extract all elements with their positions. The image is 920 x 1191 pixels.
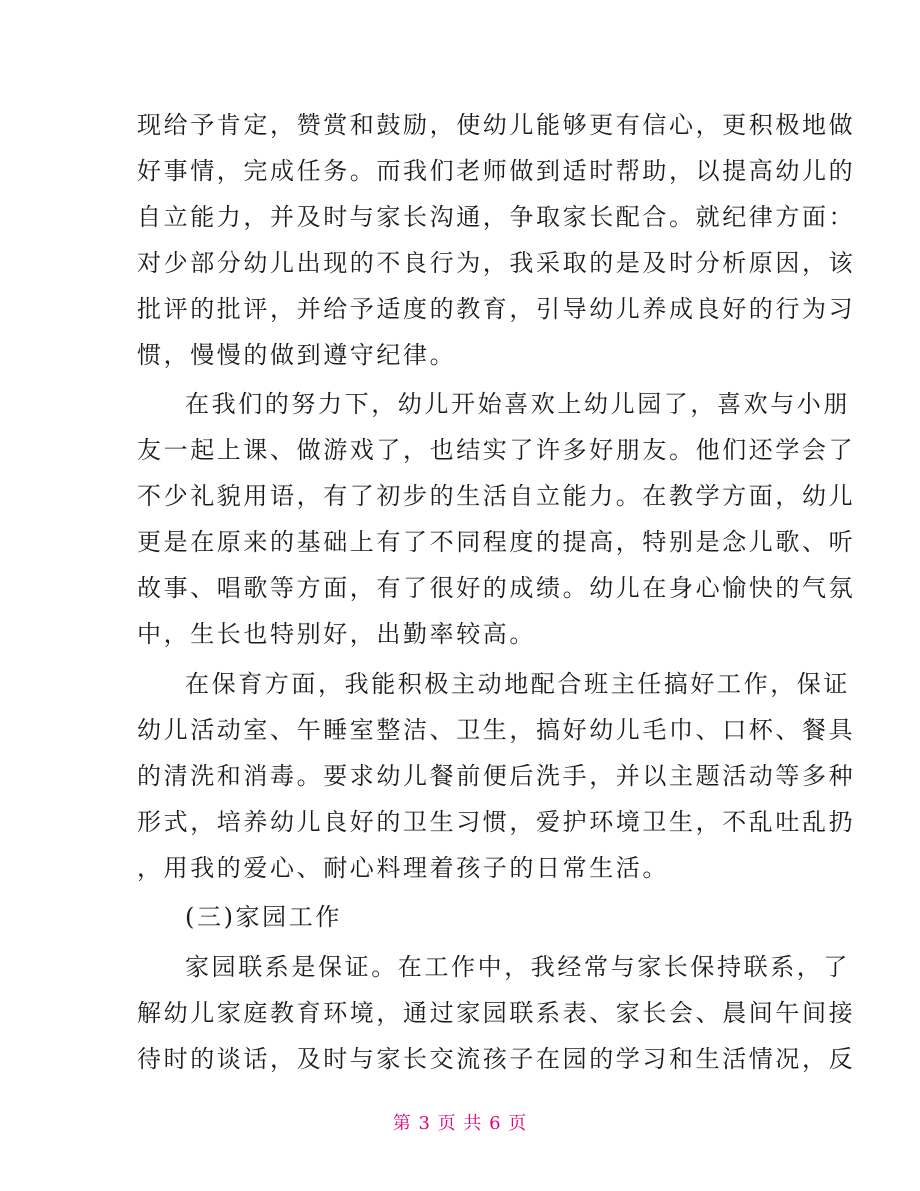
text-line: 故事、唱歌等方面，有了很好的成绩。幼儿在身心愉快的气氛	[137, 574, 856, 602]
text-line: 友一起上课、做游戏了，也结实了许多好朋友。他们还学会了	[137, 436, 856, 464]
paragraph-first-line: 在我们的努力下，幼儿开始喜欢上幼儿园了，喜欢与小朋	[185, 390, 850, 418]
text-line: 不少礼貌用语，有了初步的生活自立能力。在教学方面，幼儿	[137, 482, 856, 510]
text-line: 现给予肯定，赞赏和鼓励，使幼儿能够更有信心，更积极地做	[137, 111, 856, 139]
text-line: ，用我的爱心、耐心料理着孩子的日常生活。	[137, 854, 669, 882]
text-line: 好事情，完成任务。而我们老师做到适时帮助，以提高幼儿的	[137, 157, 856, 185]
text-line: 幼儿活动室、午睡室整洁、卫生，搞好幼儿毛巾、口杯、餐具	[137, 716, 856, 744]
text-line: 自立能力，并及时与家长沟通，争取家长配合。就纪律方面：	[137, 203, 856, 231]
section-heading: (三)家园工作	[185, 903, 342, 931]
page-number-footer: 第 3 页 共 6 页	[392, 1113, 528, 1134]
text-line: 更是在原来的基础上有了不同程度的提高，特别是念儿歌、听	[137, 528, 856, 556]
text-line: 的清洗和消毒。要求幼儿餐前便后洗手，并以主题活动等多种	[137, 762, 856, 790]
paragraph-first-line: 在保育方面，我能积极主动地配合班主任搞好工作，保证	[185, 670, 850, 698]
text-line: 形式，培养幼儿良好的卫生习惯，爱护环境卫生，不乱吐乱扔	[137, 808, 856, 836]
text-line: 对少部分幼儿出现的不良行为，我采取的是及时分析原因，该	[137, 249, 856, 277]
text-line: 惯，慢慢的做到遵守纪律。	[137, 341, 457, 369]
text-line: 待时的谈话，及时与家长交流孩子在园的学习和生活情况，反	[137, 1045, 856, 1073]
text-line: 中，生长也特别好，出勤率较高。	[137, 620, 536, 648]
paragraph-first-line: 家园联系是保证。在工作中，我经常与家长保持联系，了	[185, 953, 850, 981]
text-line: 解幼儿家庭教育环境，通过家园联系表、家长会、晨间午间接	[137, 999, 856, 1027]
text-line: 批评的批评，并给予适度的教育，引导幼儿养成良好的行为习	[137, 295, 856, 323]
